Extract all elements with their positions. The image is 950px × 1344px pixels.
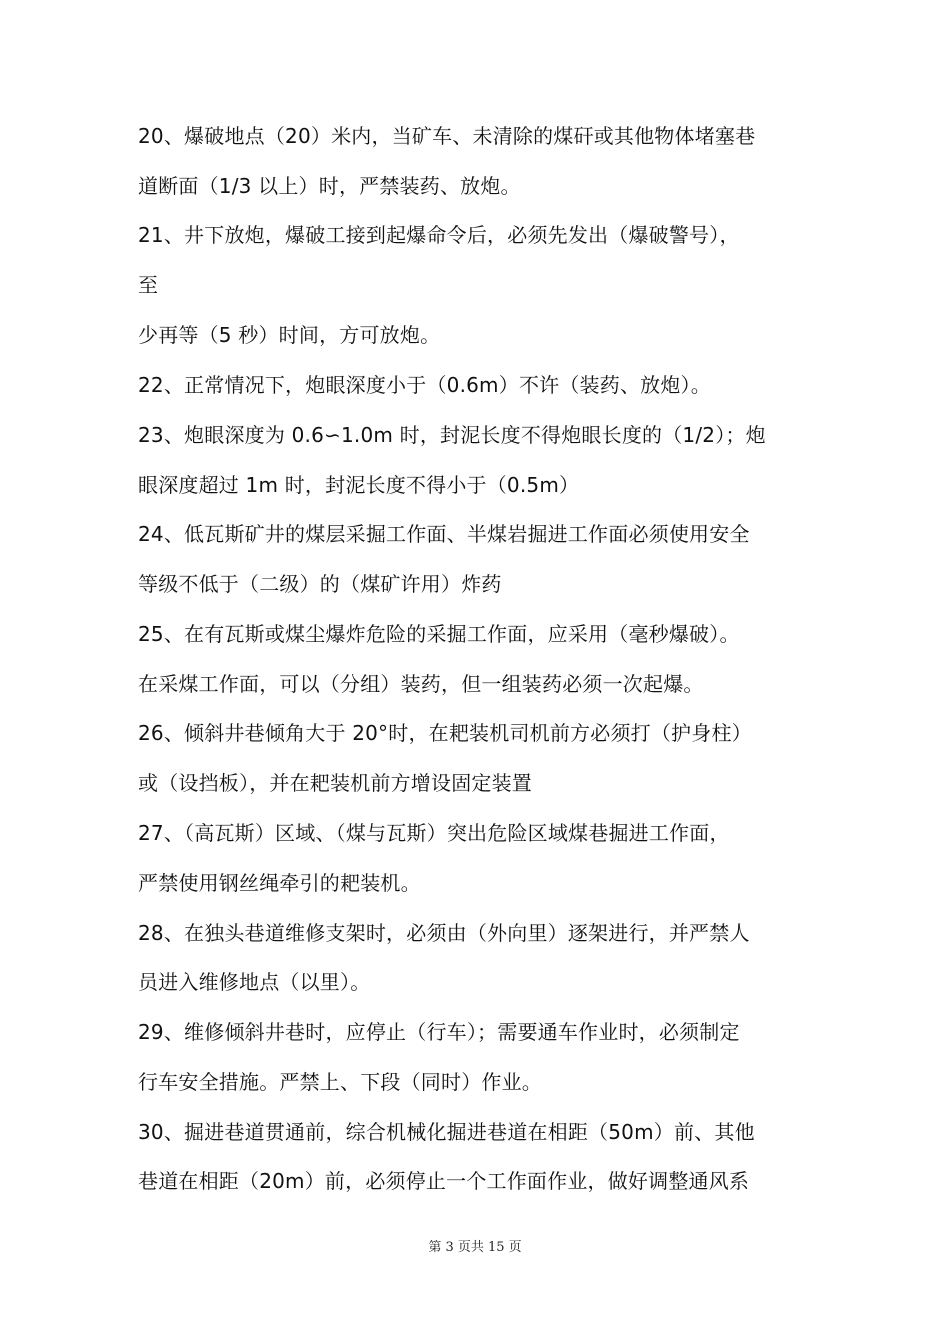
text-line: 22、正常情况下，炮眼深度小于（0.6m）不许（装药、放炮）。	[138, 373, 711, 397]
text-line: 在采煤工作面，可以（分组）装药，但一组装药必须一次起爆。	[138, 672, 704, 696]
text-line: 20、爆破地点（20）米内，当矿车、未清除的煤矸或其他物体堵塞巷	[138, 124, 756, 148]
text-line: 员进入维修地点（以里）。	[138, 970, 371, 994]
text-line: 严禁使用钢丝绳牵引的耙装机。	[138, 871, 421, 895]
text-line: 26、倾斜井巷倾角大于 20°时，在耙装机司机前方必须打（护身柱）	[138, 721, 752, 745]
text-line: 25、在有瓦斯或煤尘爆炸危险的采掘工作面，应采用（毫秒爆破）。	[138, 622, 740, 646]
text-line: 巷道在相距（20m）前，必须停止一个工作面作业，做好调整通风系	[138, 1169, 750, 1193]
text-line: 道断面（1/3 以上）时，严禁装药、放炮。	[138, 174, 521, 198]
text-line: 23、炮眼深度为 0.6∽1.0m 时，封泥长度不得炮眼长度的（1/2）；炮	[138, 423, 766, 447]
text-line: 至	[138, 273, 159, 297]
text-line: 24、低瓦斯矿井的煤层采掘工作面、半煤岩掘进工作面必须使用安全	[138, 522, 750, 546]
text-line: 27、（高瓦斯）区域、（煤与瓦斯）突出危险区域煤巷掘进工作面，	[138, 821, 730, 845]
text-line: 28、在独头巷道维修支架时，必须由（外向里）逐架进行，并严禁人	[138, 921, 750, 945]
text-line: 29、维修倾斜井巷时，应停止（行车）；需要通车作业时，必须制定	[138, 1020, 740, 1044]
text-line: 21、井下放炮，爆破工接到起爆命令后，必须先发出（爆破警号），	[138, 223, 740, 247]
text-line: 眼深度超过 1m 时，封泥长度不得小于（0.5m）	[138, 473, 580, 497]
text-line: 30、掘进巷道贯通前，综合机械化掘进巷道在相距（50m）前、其他	[138, 1120, 755, 1144]
text-line: 行车安全措施。严禁上、下段（同时）作业。	[138, 1070, 542, 1094]
text-line: 或（设挡板），并在耙装机前方增设固定装置	[138, 771, 532, 795]
text-line: 少再等（5 秒）时间，方可放炮。	[138, 323, 441, 347]
page-number-footer: 第 3 页共 15 页	[428, 1240, 522, 1255]
text-line: 等级不低于（二级）的（煤矿许用）炸药	[138, 572, 502, 596]
